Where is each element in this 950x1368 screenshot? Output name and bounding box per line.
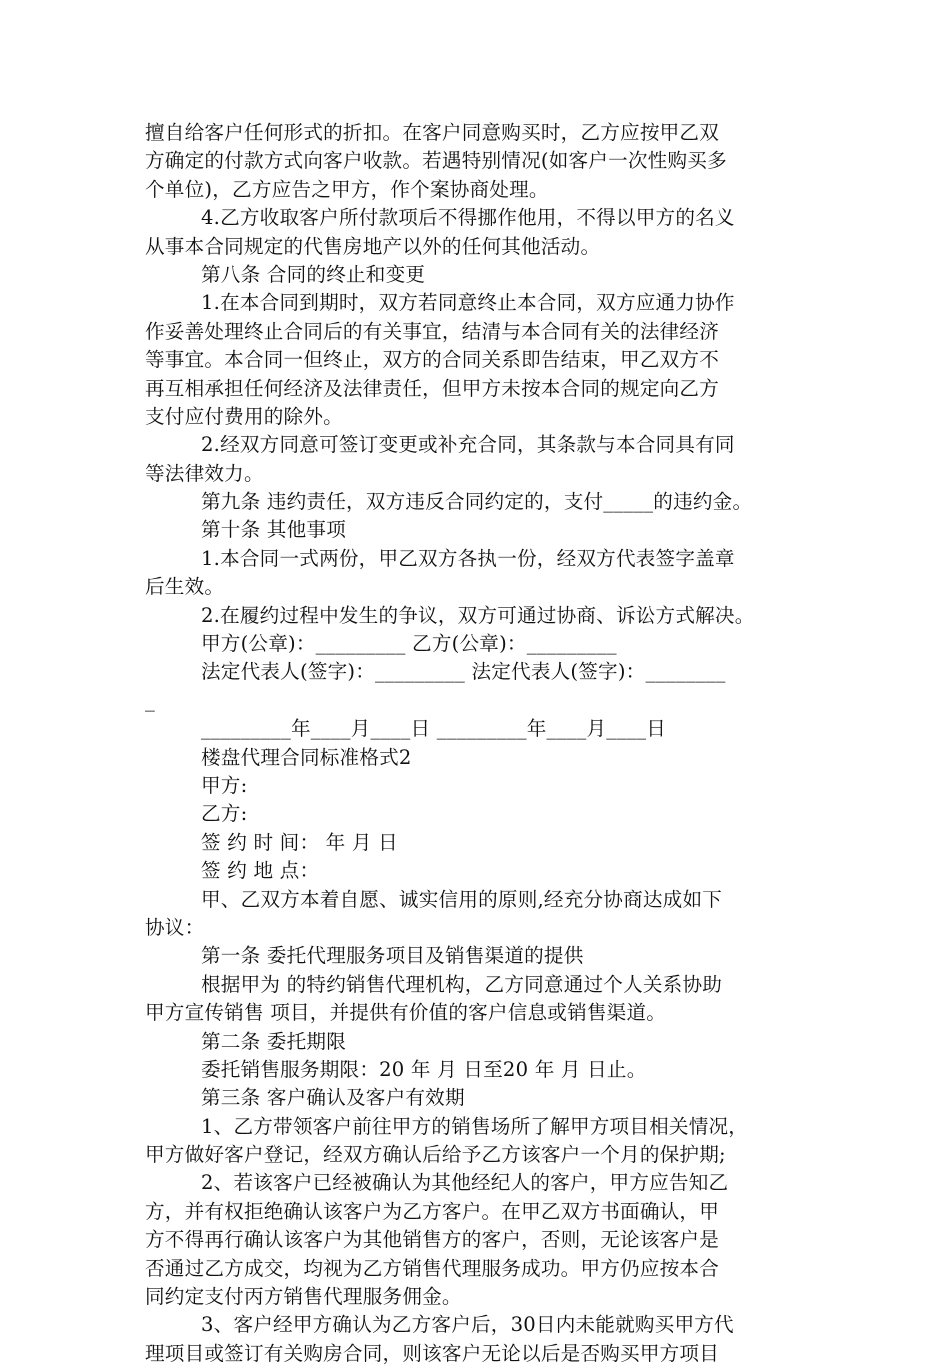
text-line: 再互相承担任何经济及法律责任，但甲方未按本合同的规定向乙方 bbox=[145, 376, 720, 400]
text-line: 楼盘代理合同标准格式2 bbox=[201, 745, 412, 769]
text-line: 3、客户经甲方确认为乙方客户后，30日内未能就购买甲方代 bbox=[201, 1313, 734, 1337]
text-line: 甲、乙双方本着自愿、诚实信用的原则,经充分协商达成如下 bbox=[201, 887, 723, 911]
text-line: 根据甲为 的特约销售代理机构，乙方同意通过个人关系协助 bbox=[201, 972, 723, 996]
text-line: 第九条 违约责任，双方违反合同约定的，支付_____的违约金。 bbox=[201, 490, 753, 514]
text-line: _ bbox=[145, 688, 155, 712]
text-line: _________年____月____日 _________年____月____日 bbox=[201, 717, 667, 741]
text-line: 同约定支付丙方销售代理服务佣金。 bbox=[145, 1285, 462, 1309]
text-line: 法定代表人(签字)：_________ 法定代表人(签字)：________ bbox=[201, 660, 726, 684]
text-line: 甲方: bbox=[201, 773, 248, 797]
text-line: 擅自给客户任何形式的折扣。在客户同意购买时，乙方应按甲乙双 bbox=[145, 121, 720, 144]
text-line: 第十条 其他事项 bbox=[201, 518, 346, 542]
text-line: 作妥善处理终止合同后的有关事宜，结清与本合同有关的法律经济 bbox=[145, 319, 720, 343]
text-line: 甲方宣传销售 项目，并提供有价值的客户信息或销售渠道。 bbox=[145, 1001, 667, 1025]
text-line: 1、乙方带领客户前往甲方的销售场所了解甲方项目相关情况， bbox=[201, 1114, 749, 1138]
text-line: 支付应付费用的除外。 bbox=[145, 404, 343, 428]
text-line: 第一条 委托代理服务项目及销售渠道的提供 bbox=[201, 944, 584, 968]
text-line: 协议： bbox=[145, 915, 205, 939]
text-line: 4.乙方收取客户所付款项后不得挪作他用，不得以甲方的名义 bbox=[201, 206, 735, 230]
text-line: 从事本合同规定的代售房地产以外的任何其他活动。 bbox=[145, 234, 601, 258]
text-line: 第二条 委托期限 bbox=[201, 1029, 346, 1053]
text-line: 否通过乙方成交，均视为乙方销售代理服务成功。甲方仍应按本合 bbox=[145, 1256, 720, 1280]
text-line: 委托销售服务期限：20 年 月 日至20 年 月 日止。 bbox=[201, 1057, 647, 1081]
text-line: 签 约 地 点： bbox=[201, 859, 320, 883]
text-line: 后生效。 bbox=[145, 575, 225, 599]
text-line: 方，并有权拒绝确认该客户为乙方客户。在甲乙双方书面确认，甲 bbox=[145, 1199, 720, 1223]
text-line: 2.在履约过程中发生的争议，双方可通过协商、诉讼方式解决。 bbox=[201, 603, 755, 627]
text-line: 甲方(公章)：_________ 乙方(公章)：_________ bbox=[201, 632, 617, 656]
text-line: 签 约 时 间： 年 月 日 bbox=[201, 830, 398, 854]
text-line: 2、若该客户已经被确认为其他经纪人的客户，甲方应告知乙 bbox=[201, 1171, 729, 1195]
text-line: 理项目或签订有关购房合同，则该客户无论以后是否购买甲方项目 bbox=[145, 1341, 720, 1365]
text-line: 2.经双方同意可签订变更或补充合同，其条款与本合同具有同 bbox=[201, 433, 735, 457]
text-line: 等法律效力。 bbox=[145, 461, 264, 485]
text-line: 第八条 合同的终止和变更 bbox=[201, 262, 426, 286]
text-line: 1.本合同一式两份，甲乙双方各执一份，经双方代表签字盖章 bbox=[201, 546, 735, 570]
text-line: 甲方做好客户登记，经双方确认后给予乙方该客户一个月的保护期; bbox=[145, 1143, 726, 1167]
text-line: 个单位)，乙方应告之甲方，作个案协商处理。 bbox=[145, 177, 549, 201]
text-line: 第三条 客户确认及客户有效期 bbox=[201, 1086, 465, 1110]
text-line: 乙方: bbox=[201, 802, 248, 826]
text-line: 1.在本合同到期时，双方若同意终止本合同，双方应通力协作 bbox=[201, 291, 735, 315]
text-line: 方确定的付款方式向客户收款。若遇特别情况(如客户一次性购买多 bbox=[145, 149, 727, 173]
document-body bbox=[145, 119, 813, 1368]
text-line: 等事宜。本合同一但终止，双方的合同关系即告结束，甲乙双方不 bbox=[145, 348, 720, 372]
text-line: 方不得再行确认该客户为其他销售方的客户，否则，无论该客户是 bbox=[145, 1228, 720, 1252]
